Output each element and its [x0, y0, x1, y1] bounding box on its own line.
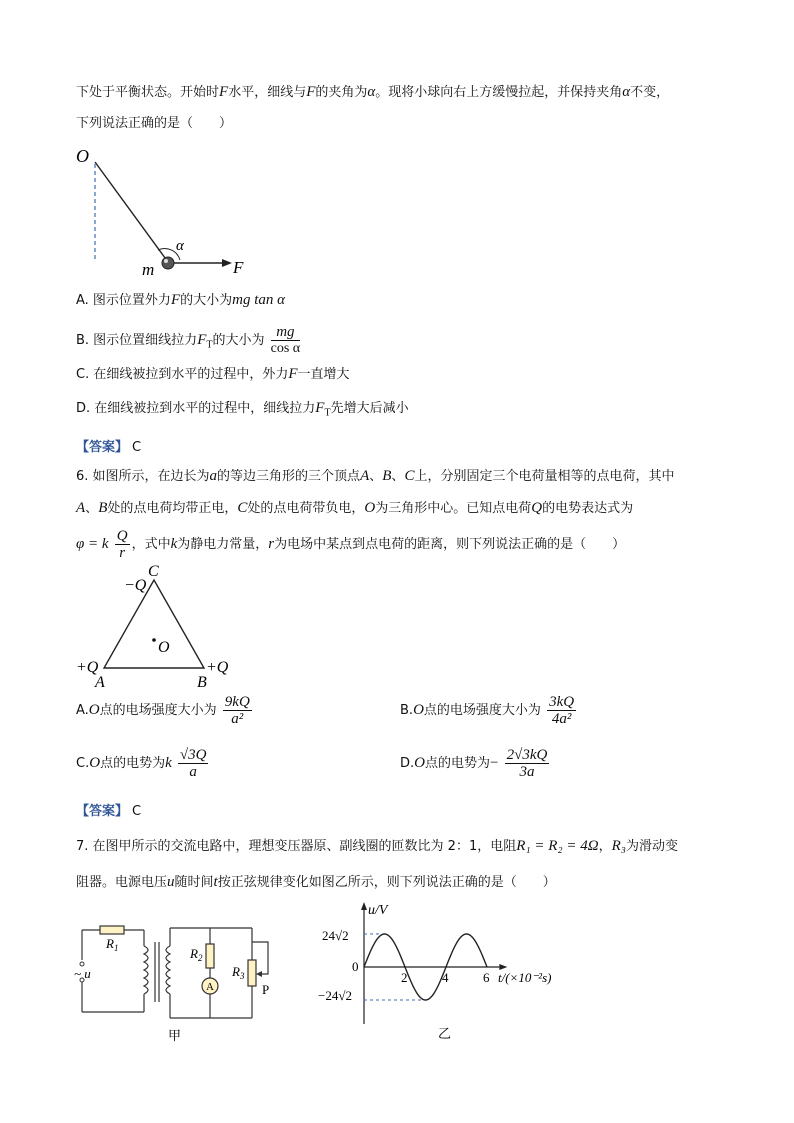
graph-ylabel: u/V	[368, 903, 388, 918]
angle-alpha-label: α	[176, 238, 184, 254]
q6-option-C: C.O点的电势为k $\frac{√3Q}{a}$	[76, 747, 207, 780]
y-axis-arrow	[361, 902, 367, 910]
q6-stem-line2: A、B处的点电荷均带正电，C处的点电荷带负电，O为三角形中心。已知点电荷Q的电势表达式为	[76, 500, 634, 516]
q5-stem-line2: 下列说法正确的是（ ）	[76, 116, 233, 131]
q6-optD-fraction: $\frac{2√3kQ}{3a}$	[506, 747, 548, 780]
q5-optB-fraction: $\frac{mg}{\text{cos α}}$	[270, 324, 301, 356]
q6-triangle-figure	[70, 562, 240, 692]
x-tick-label: 6	[483, 970, 490, 985]
graph-ytick-top: 24√2	[322, 928, 349, 943]
q5-option-C: C. 在细线被拉到水平的过程中，外力F一直增大	[76, 366, 350, 382]
R1-label: $R_1$	[106, 936, 119, 953]
charge-posQ-B-label: +Q	[206, 659, 229, 676]
x-tick-label: 2	[401, 970, 408, 985]
ball-m	[162, 257, 174, 269]
q7-circuit-figure	[72, 918, 308, 1042]
center-O-dot	[152, 638, 156, 642]
q6-optA-fraction: $\frac{9kQ}{\text{a²}}$	[224, 694, 250, 727]
center-O-label: O	[158, 639, 170, 656]
q6-option-B: B.O点的电场强度大小为 $\frac{3kQ}{\text{4a²}}$	[400, 694, 575, 727]
mass-m-label: m	[142, 260, 155, 279]
q6-stem-line1: 6. 如图所示，在边长为a的等边三角形的三个顶点A、B、C上，分别固定三个电荷量相等的点电荷，其中	[76, 468, 675, 484]
q7-stem-line1: 7. 在图甲所示的交流电路中，理想变压器原、副线圈的匝数比为 2：1，电阻R₁ = R₂ = 4Ω，R₃为滑动变	[76, 838, 678, 854]
figure-yi-caption: 乙	[438, 1026, 452, 1040]
R2-label: $R_2$	[190, 946, 203, 963]
x-tick-label: 4	[442, 970, 449, 985]
q5-option-A: A. 图示位置外力F的大小为mg tan α	[76, 292, 285, 308]
q6-optB-fraction: $\frac{3kQ}{\text{4a²}}$	[549, 694, 575, 727]
q5-pendulum-figure	[70, 142, 260, 282]
graph-xlabel: t/(×10⁻²s)	[498, 970, 552, 985]
q6-answer: 【答案】 C	[76, 804, 142, 819]
ammeter-A-label: A	[206, 981, 214, 993]
force-F-label: F	[233, 258, 244, 277]
q7-sine-graph	[318, 900, 568, 1040]
q5-option-D: D. 在细线被拉到水平的过程中，细线拉力$F_T$先增大后减小	[76, 400, 409, 419]
R3-label: $R_3$	[232, 964, 245, 981]
q7-stem-line2: 阻器。电源电压u随时间t按正弦规律变化如图乙所示，则下列说法正确的是（ ）	[76, 874, 556, 890]
slider-P-label: P	[262, 982, 270, 997]
vertex-A-label: A	[95, 674, 105, 691]
figure-jia-caption: 甲	[168, 1028, 182, 1042]
source-u-label: ~ u	[74, 966, 91, 981]
q6-optC-fraction: $\frac{√3Q}{a}$	[179, 747, 207, 780]
q5-option-B: B. 图示位置细线拉力$F_T$的大小为 $\frac{mg}{\text{cos α}}$	[76, 324, 301, 356]
vertex-B-label: B	[197, 674, 207, 691]
graph-ytick-bottom: −24√2	[318, 988, 352, 1003]
charge-negQ-label: −Q	[124, 577, 147, 594]
q6-stem-line3: φ = k $\frac{Q}{r}$ ，式中k为静电力常量，r为电场中某点到点电荷的距离，则下列说法正确的是（ ）	[76, 528, 626, 561]
q6-option-D: D.O点的电势为− $\frac{2√3kQ}{3a}$	[400, 747, 548, 780]
graph-zero-label: 0	[352, 959, 359, 974]
vertex-C-label: C	[148, 563, 159, 580]
q6-option-A: A.O点的电场强度大小为 $\frac{9kQ}{\text{a²}}$	[76, 694, 250, 727]
q5-answer: 【答案】 C	[76, 440, 142, 455]
q5-stem-line1: 下处于平衡状态。开始时F水平，细线与F的夹角为α。现将小球向右上方缓慢拉起，并保持夹角α不变，	[76, 84, 670, 100]
q6-potential-fraction: $\frac{Q}{r}$	[116, 528, 128, 561]
charge-posQ-A-label: +Q	[76, 659, 99, 676]
point-O-label: O	[76, 146, 89, 166]
